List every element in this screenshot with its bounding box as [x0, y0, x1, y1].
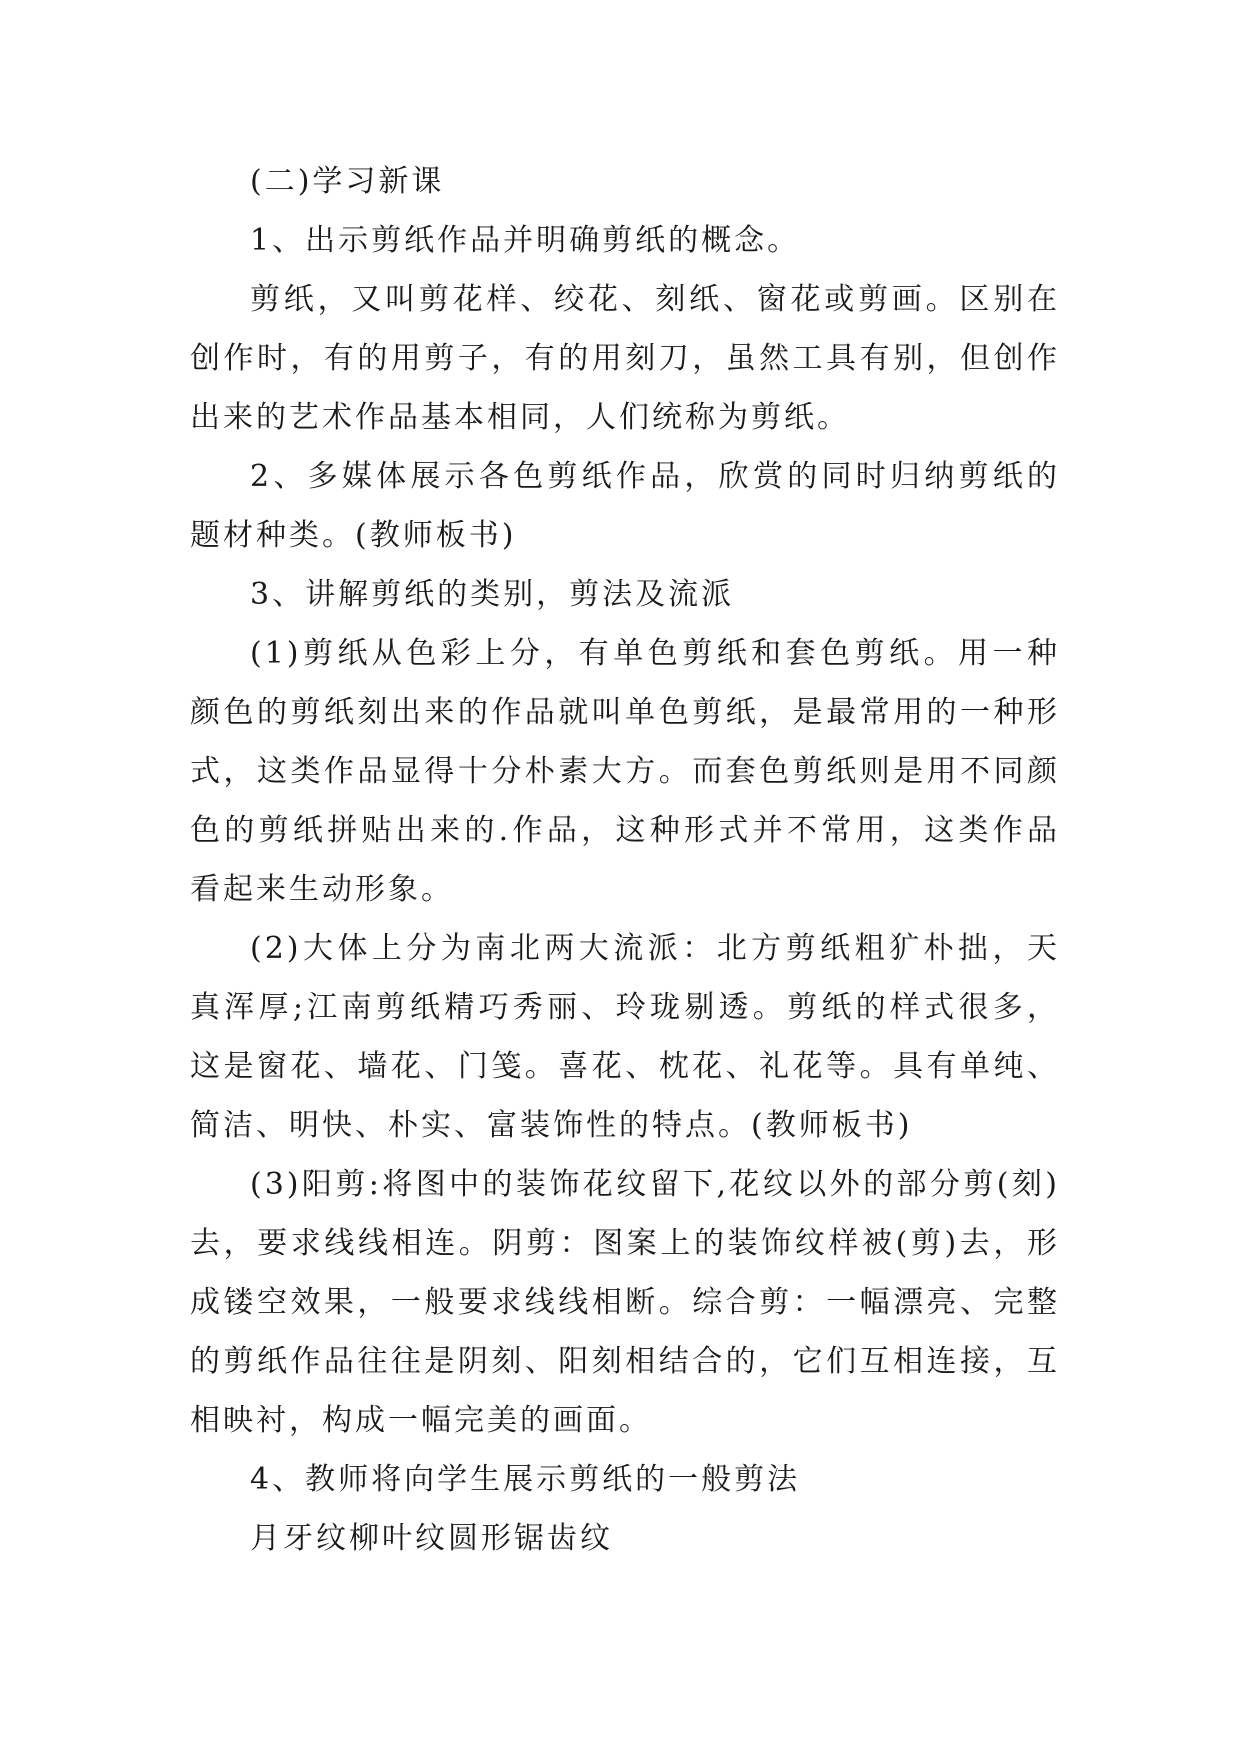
- section-heading: (二)学习新课: [250, 164, 445, 199]
- paragraph-concept-step: 1、出示剪纸作品并明确剪纸的概念。: [250, 223, 801, 258]
- paragraph-categories-step: 3、讲解剪纸的类别，剪法及流派: [250, 577, 735, 612]
- paragraph-cutting-methods: (3)阳剪:将图中的装饰花纹留下,花纹以外的部分剪(刻)去，要求线线相连。阴剪：图案上的装饰纹样被(剪)去，形成镂空效果，一般要求线线相断。综合剪：一幅漂亮、完整的剪纸作品往往是阴刻、阳刻相结合的，它们互相连接，互相映衬，构成一幅完美的画面。: [190, 1167, 1060, 1438]
- paragraph-schools: (2)大体上分为南北两大流派：北方剪纸粗犷朴拙，天真浑厚;江南剪纸精巧秀丽、玲珑剔透。剪纸的样式很多，这是窗花、墙花、门笺。喜花、枕花、礼花等。具有单纯、简洁、明快、朴实、富装饰性的特点。(教师板书): [190, 931, 1060, 1143]
- paragraph-multimedia-step: 2、多媒体展示各色剪纸作品，欣赏的同时归纳剪纸的题材种类。(教师板书): [190, 459, 1060, 553]
- document-body: [190, 152, 1060, 1568]
- paragraph-color-types: (1)剪纸从色彩上分，有单色剪纸和套色剪纸。用一种颜色的剪纸刻出来的作品就叫单色剪纸，是最常用的一种形式，这类作品显得十分朴素大方。而套色剪纸则是用不同颜色的剪纸拼贴出来的.作品，这种形式并不常用，这类作品看起来生动形象。: [190, 636, 1060, 907]
- paragraph-pattern-list: 月牙纹柳叶纹圆形锯齿纹: [250, 1521, 613, 1556]
- paragraph-concept-definition: 剪纸，又叫剪花样、绞花、刻纸、窗花或剪画。区别在创作时，有的用剪子，有的用刻刀，虽然工具有别，但创作出来的艺术作品基本相同，人们统称为剪纸。: [190, 282, 1060, 435]
- paragraph-demonstration-step: 4、教师将向学生展示剪纸的一般剪法: [250, 1462, 801, 1497]
